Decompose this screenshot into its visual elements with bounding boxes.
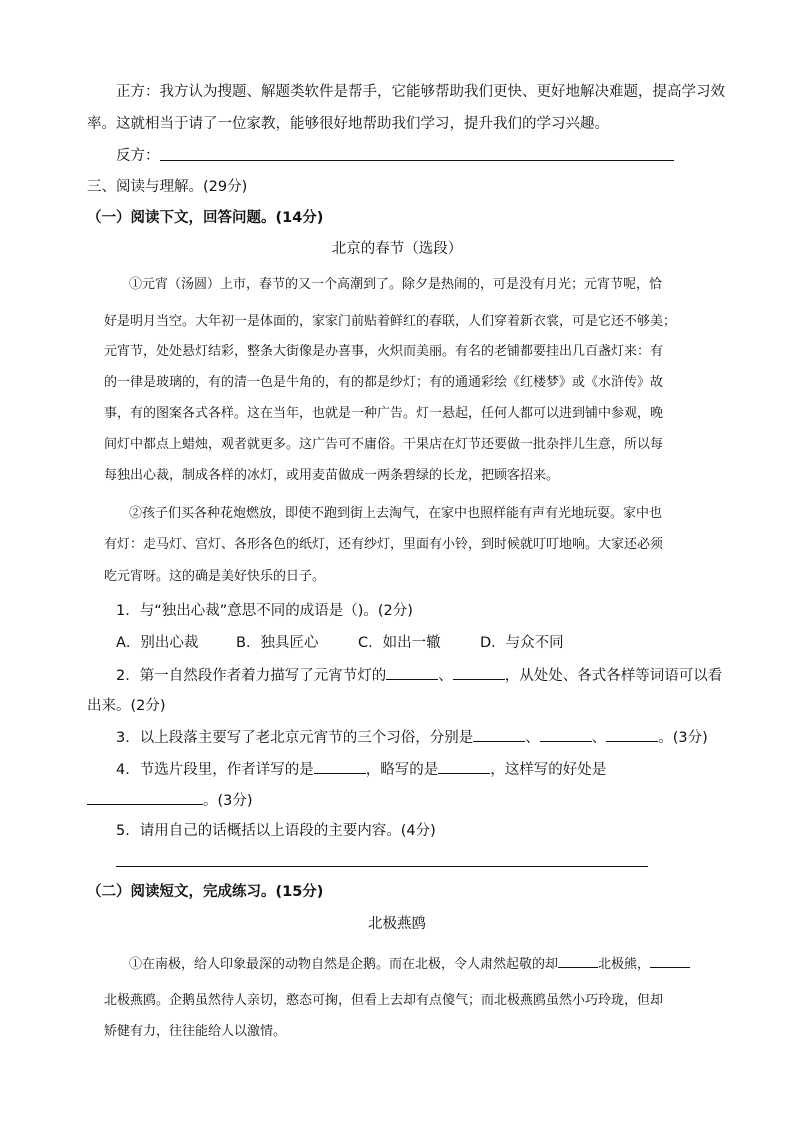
question-3-score: 。(3分) — [658, 730, 708, 746]
part2-p1-line3: 矫健有力，往往能给人以激情。 — [104, 1024, 287, 1039]
answer-blank[interactable] — [438, 759, 490, 774]
question-2-text-cont: ，从处处、各式各样等词语可以看 — [504, 668, 723, 684]
part2-p1-line1 — [129, 953, 690, 975]
pro-statement-line1: 正方：我方认为搜题、解题类软件是帮手，它能够帮助我们更快、更好地解决难题，提高学习效 — [116, 84, 725, 100]
separator: 、 — [591, 730, 607, 746]
answer-blank[interactable] — [87, 790, 203, 805]
question-2-text: 2．第一自然段作者着力描写了元宵节灯的 — [116, 668, 387, 684]
question-1-options — [116, 633, 564, 653]
part1-heading: （一）阅读下文，回答问题。(14分) — [87, 210, 324, 226]
p1-line5: 事，有的图案各式各样。这在当年，也就是一种广告。灯一悬起，任何人都可以进到铺中参观，晚 — [104, 406, 664, 421]
question-5: 5．请用自己的话概括以上语段的主要内容。(4分) — [116, 823, 436, 839]
p1-line6: 间灯中都点上蜡烛，观者就更多。这广告可不庸俗。干果店在灯节还要做一批杂拌儿生意，所以每 — [104, 437, 664, 452]
part1-passage-title: 北京的春节（选段） — [331, 241, 463, 257]
con-label: 反方： — [116, 148, 160, 164]
p1-line4: 的一律是玻璃的，有的清一色是牛角的，有的都是纱灯；有的通通彩绘《红楼梦》或《水浒传》故 — [104, 375, 664, 390]
question-5-answer-line[interactable] — [116, 866, 648, 867]
pro-statement-line2: 率。这就相当于请了一位家教，能够很好地帮助我们学习，提升我们的学习兴趣。 — [87, 116, 609, 132]
question-2 — [116, 665, 722, 686]
part2-passage-title: 北极燕鸥 — [368, 916, 426, 932]
answer-blank[interactable] — [558, 953, 598, 968]
p1-line1: ①元宵（汤圆）上市，春节的又一个高潮到了。除夕是热闹的，可是没有月光；元宵节呢，恰 — [129, 277, 663, 292]
question-4-text-c: ，这样写的好处是 — [490, 762, 607, 778]
question-4 — [116, 759, 606, 780]
option-a[interactable]: A．别出心裁 — [116, 635, 199, 651]
question-4-text-b: ，略写的是 — [365, 762, 439, 778]
separator: 、 — [525, 730, 540, 746]
part2-p1-text: ①在南极，给人印象最深的动物自然是企鹅。而在北极，令人肃然起敬的却 — [129, 957, 559, 972]
p1-line7: 每独出心裁，制成各样的冰灯，或用麦苗做成一两条碧绿的长龙，把顾客招来。 — [104, 468, 560, 483]
option-d[interactable]: D．与众不同 — [480, 635, 564, 651]
question-3-text: 3．以上段落主要写了老北京元宵节的三个习俗，分别是 — [116, 730, 474, 746]
option-b[interactable]: B．独具匠心 — [236, 635, 319, 651]
p2-line2: 有灯：走马灯、宫灯、各形各色的纸灯，还有纱灯，里面有小铃，到时候就叮叮地响。大家还必须 — [104, 537, 664, 552]
section3-title: 三、阅读与理解。(29分) — [87, 179, 248, 195]
part2-p1-line2: 北极燕鸥。企鹅虽然待人亲切，憨态可掬，但看上去却有点傻气；而北极燕鸥虽然小巧玲珑，但却 — [104, 993, 664, 1008]
answer-blank[interactable] — [453, 665, 505, 680]
p2-line3: 吃元宵呀。这的确是美好快乐的日子。 — [104, 569, 326, 584]
part2-heading: （二）阅读短文，完成练习。(15分) — [87, 884, 324, 900]
con-answer-blank — [160, 160, 674, 161]
question-4-score: 。(3分) — [203, 793, 253, 809]
p1-line3: 元宵节，处处悬灯结彩，整条大街像是办喜事，火炽而美丽。有名的老铺都要挂出几百盏灯来：有 — [104, 344, 664, 359]
question-4-line2 — [87, 790, 253, 811]
answer-blank[interactable] — [314, 759, 366, 774]
answer-blank[interactable] — [473, 727, 525, 742]
p1-line2: 好是明月当空。大年初一是体面的，家家门前贴着鲜红的春联，人们穿着新衣裳，可是它还不够美； — [104, 314, 677, 329]
answer-blank[interactable] — [386, 665, 438, 680]
answer-blank[interactable] — [540, 727, 592, 742]
answer-blank[interactable] — [650, 953, 690, 968]
question-2-line2: 出来。(2分) — [87, 698, 166, 714]
option-c[interactable]: C．如出一辙 — [358, 635, 441, 651]
con-statement — [116, 146, 160, 166]
part2-p1-text-b: 北极熊， — [598, 957, 651, 972]
question-1: 1．与“独出心裁”意思不同的成语是（)。(2分) — [116, 603, 413, 619]
question-3 — [116, 727, 708, 748]
question-4-text: 4．节选片段里，作者详写的是 — [116, 762, 314, 778]
answer-blank[interactable] — [606, 727, 658, 742]
p2-line1: ②孩子们买各种花炮燃放，即使不跑到街上去淘气，在家中也照样能有声有光地玩耍。家中也 — [129, 506, 663, 521]
separator: 、 — [438, 668, 453, 684]
